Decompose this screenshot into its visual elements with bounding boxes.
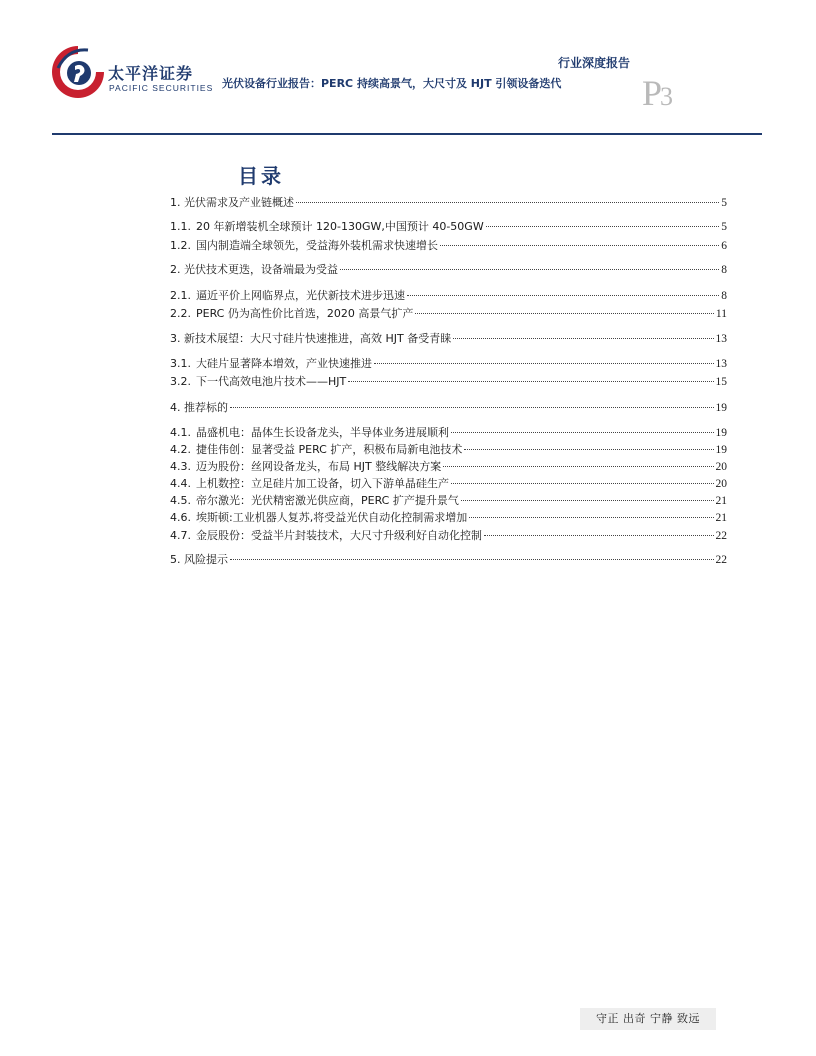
toc-leader-dots: [340, 269, 719, 270]
toc-entry-page: 5: [721, 221, 727, 233]
toc-entry-label: 20 年新增装机全球预计 120-130GW,中国预计 40-50GW: [196, 220, 484, 233]
toc-entry-number: 1.: [170, 196, 181, 209]
toc-entry-number: 3.1.: [170, 357, 191, 370]
toc-entry-page: 5: [721, 197, 727, 209]
toc-leader-dots: [451, 483, 714, 484]
logo-chinese-name: 太平洋证券: [108, 64, 194, 83]
toc-leader-dots: [461, 500, 714, 501]
toc-leader-dots: [453, 338, 713, 339]
toc-entry-label: 大硅片显著降本增效，产业快速推进: [196, 357, 372, 370]
page-number: [642, 72, 671, 114]
toc-entry-page: 19: [715, 402, 727, 414]
toc-entry-label: 埃斯顿:工业机器人复苏,将受益光伏自动化控制需求增加: [196, 511, 468, 524]
toc-entry-page: 8: [721, 264, 727, 276]
toc-leader-dots: [469, 517, 713, 518]
toc-entry-1[interactable]: [170, 195, 727, 211]
toc-entry-2-2[interactable]: [170, 306, 727, 322]
toc-entry-page: 13: [715, 333, 727, 345]
company-logo: [50, 42, 220, 102]
toc-entry-number: 1.2.: [170, 239, 191, 252]
toc-entry-4-3[interactable]: [170, 459, 727, 475]
toc-entry-label: 光伏需求及产业链概述: [184, 196, 294, 209]
toc-leader-dots: [348, 381, 713, 382]
toc-entry-label: 迈为股份：丝网设备龙头，布局 HJT 整线解决方案: [196, 460, 442, 473]
toc-entry-4-4[interactable]: [170, 476, 727, 492]
toc-entry-label: 光伏技术更迭，设备端最为受益: [184, 263, 338, 276]
toc-entry-label: 风险提示: [184, 553, 228, 566]
toc-entry-number: 2.1.: [170, 289, 191, 302]
logo-emblem-icon: [50, 42, 106, 102]
toc-entry-page: 6: [721, 240, 727, 252]
toc-entry-4-6[interactable]: [170, 510, 727, 526]
report-type: 行业深度报告: [557, 56, 630, 70]
logo-english-name: PACIFIC SECURITIES: [109, 83, 214, 93]
toc-entry-page: 19: [715, 444, 727, 456]
toc-entry-page: 21: [715, 495, 727, 507]
toc-leader-dots: [451, 432, 714, 433]
toc-entry-3[interactable]: [170, 331, 727, 347]
toc-entry-label: 逼近平价上网临界点，光伏新技术进步迅速: [196, 289, 405, 302]
toc-entry-page: 19: [715, 427, 727, 439]
toc-entry-label: PERC 仍为高性价比首选，2020 高景气扩产: [196, 307, 414, 320]
toc-leader-dots: [440, 245, 719, 246]
toc-entry-page: 15: [715, 376, 727, 388]
toc-leader-dots: [230, 407, 714, 408]
toc-entry-number: 5.: [170, 553, 181, 566]
toc-entry-number: 3.: [170, 332, 181, 345]
toc-entry-number: 4.2.: [170, 443, 191, 456]
toc-entry-5[interactable]: [170, 552, 727, 568]
toc-entry-label: 帝尔激光：光伏精密激光供应商，PERC 扩产提升景气: [196, 494, 459, 507]
toc-entry-page: 21: [715, 512, 727, 524]
toc-entry-4-7[interactable]: [170, 528, 727, 544]
toc-entry-number: 4.: [170, 401, 181, 414]
header-rule: [52, 133, 762, 135]
toc-entry-2-1[interactable]: [170, 288, 727, 304]
toc-entry-4-5[interactable]: [170, 493, 727, 509]
toc-leader-dots: [407, 295, 719, 296]
toc-leader-dots: [486, 226, 720, 227]
page-prefix: P: [642, 73, 661, 113]
toc-entry-number: 2.: [170, 263, 181, 276]
toc-entry-label: 国内制造端全球领先，受益海外装机需求快速增长: [196, 239, 438, 252]
toc-entry-label: 捷佳伟创：显著受益 PERC 扩产，积极布局新电池技术: [196, 443, 463, 456]
toc-entry-4-2[interactable]: [170, 442, 727, 458]
toc-leader-dots: [296, 202, 719, 203]
toc-entry-label: 晶盛机电：晶体生长设备龙头，半导体业务进展顺利: [196, 426, 449, 439]
toc-entry-number: 3.2.: [170, 375, 191, 388]
toc-entry-number: 2.2.: [170, 307, 191, 320]
toc-entry-label: 新技术展望：大尺寸硅片快速推进，高效 HJT 备受青睐: [184, 332, 452, 345]
toc-entry-page: 20: [715, 461, 727, 473]
toc-entry-page: 8: [721, 290, 727, 302]
toc-entry-2[interactable]: [170, 262, 727, 278]
toc-entry-4[interactable]: [170, 400, 727, 416]
toc-entry-number: 4.6.: [170, 511, 191, 524]
toc-entry-page: 13: [715, 358, 727, 370]
report-title: 光伏设备行业报告：PERC 持续高景气，大尺寸及 HJT 引领设备迭代: [222, 77, 562, 90]
toc-entry-number: 1.1.: [170, 220, 191, 233]
toc-entry-page: 11: [715, 308, 727, 320]
toc-entry-label: 下一代高效电池片技术——HJT: [196, 375, 347, 388]
toc-entry-number: 4.4.: [170, 477, 191, 490]
toc-leader-dots: [230, 559, 714, 560]
toc-leader-dots: [415, 313, 714, 314]
toc-entry-number: 4.5.: [170, 494, 191, 507]
toc-entry-page: 22: [715, 554, 727, 566]
toc-entry-page: 22: [715, 530, 727, 542]
toc-entry-3-1[interactable]: [170, 356, 727, 372]
toc-leader-dots: [484, 535, 714, 536]
toc-leader-dots: [464, 449, 713, 450]
toc-title: 目录: [238, 164, 284, 188]
toc-entry-page: 20: [715, 478, 727, 490]
toc-entry-label: 推荐标的: [184, 401, 228, 414]
toc-entry-number: 4.7.: [170, 529, 191, 542]
toc-leader-dots: [374, 363, 714, 364]
page-number-value: 3: [660, 82, 672, 111]
toc-entry-4-1[interactable]: [170, 425, 727, 441]
toc-leader-dots: [443, 466, 713, 467]
toc-entry-1-2[interactable]: [170, 238, 727, 254]
toc-entry-number: 4.1.: [170, 426, 191, 439]
toc-entry-label: 金辰股份：受益半片封装技术，大尺寸升级利好自动化控制: [196, 529, 482, 542]
toc-entry-1-1[interactable]: [170, 219, 727, 235]
toc-entry-label: 上机数控：立足硅片加工设备，切入下游单晶硅生产: [196, 477, 449, 490]
footer-motto: 守正 出奇 宁静 致远: [580, 1008, 716, 1030]
toc-entry-3-2[interactable]: [170, 374, 727, 390]
toc-entry-number: 4.3.: [170, 460, 191, 473]
